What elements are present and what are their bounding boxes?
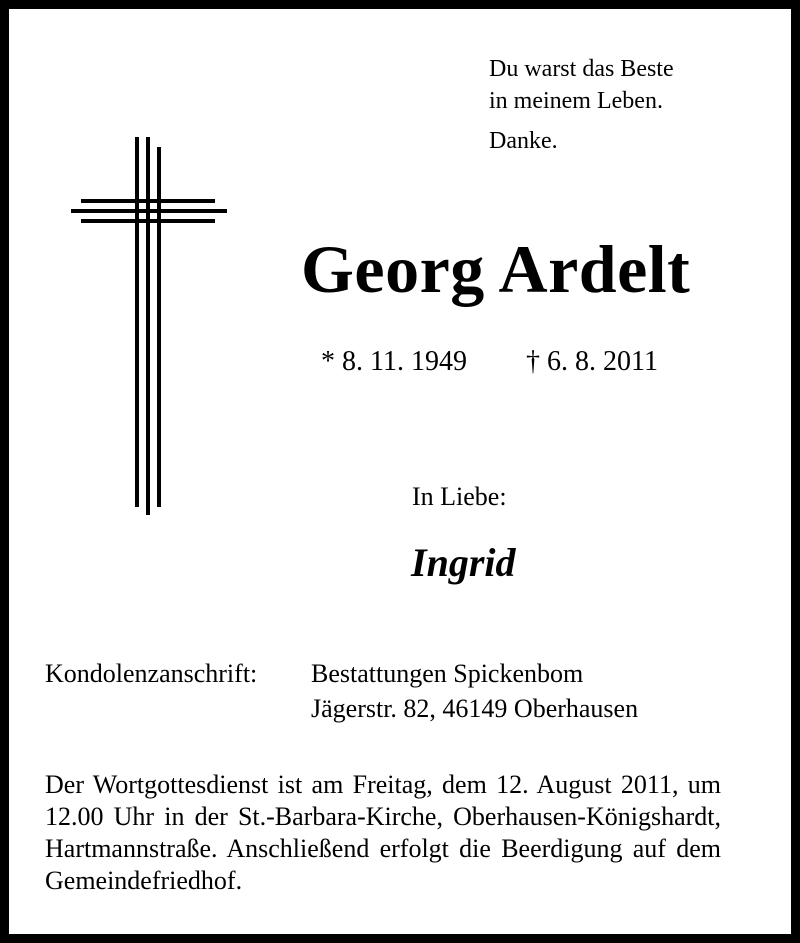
condolence-address-line-1: Bestattungen Spickenbom bbox=[311, 659, 584, 688]
mourner-name: Ingrid bbox=[411, 540, 516, 585]
cross-icon bbox=[69, 137, 229, 515]
quote-block bbox=[489, 53, 674, 117]
death-date: † 6. 8. 2011 bbox=[526, 346, 658, 377]
quote-line-2: in meinem Leben. bbox=[489, 88, 663, 114]
quote-line-1: Du warst das Beste bbox=[489, 56, 674, 82]
condolence-label: Kondolenzanschrift: bbox=[45, 659, 258, 688]
quote-thanks: Danke. bbox=[489, 128, 558, 154]
mourners-intro: In Liebe: bbox=[412, 482, 507, 511]
service-announcement: Der Wortgottesdienst ist am Freitag, dem 12. August 2011, um 12.00 Uhr in der St.-Barbara-Kirche, Oberhausen-Königshardt, Hartmannstraße. Anschließend erfolgt die Beerdigung auf dem Gemeindefriedhof. bbox=[45, 770, 721, 895]
deceased-name: Georg Ardelt bbox=[301, 231, 691, 307]
birth-date: * 8. 11. 1949 bbox=[321, 346, 467, 377]
condolence-address-line-2: Jägerstr. 82, 46149 Oberhausen bbox=[311, 694, 639, 723]
